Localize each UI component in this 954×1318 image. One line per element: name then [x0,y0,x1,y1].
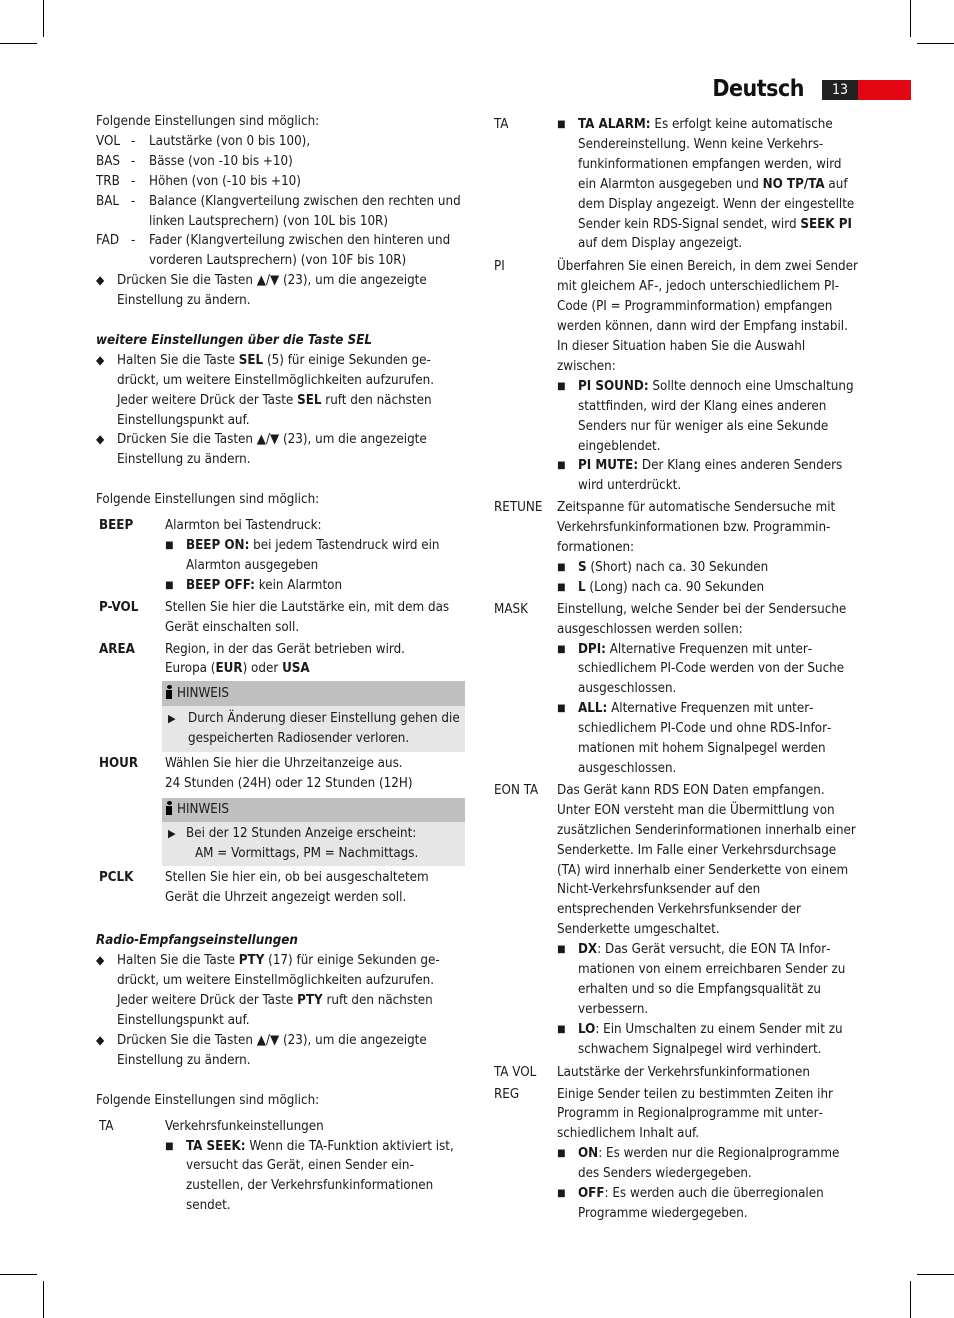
instruction-hold-sel: ◆ Halten Sie die Taste SEL (5) für einige Sekunden gedrückt, um weitere Einstellmöglichkeiten aufzurufen. Jeder weitere Drück der Taste SEL ruft den nächsten Einstellungspunkt auf. [96,351,466,431]
option-area: AREA Region, in der das Gerät betrieben wird. Europa (EUR) oder USA HINWEIS ▶ Durch Änderung dieser Einstellung gehen die gespeicherten Radiosender verloren. [96,640,466,753]
instruction-hold-pty: ◆ Halten Sie die Taste PTY (17) für einige Sekunden gedrückt, um weitere Einstellmöglichkeiten aufzurufen. Jeder weitere Drück der Taste PTY ruft den nächsten Einstellungspunkt auf. [96,951,466,1031]
crop-mark [43,0,44,37]
option-retune: RETUNE Zeitspanne für automatische Sendersuche mit Verkehrsfunkinformationen bzw. Programminformationen: ■ S (Short) nach ca. 30 Sekunden ■ L (Long) nach ca. 90 Sekunden [494,498,859,598]
info-icon [165,801,173,815]
square-bullet-icon: ■ [557,561,566,573]
page-number: 13 [822,80,858,100]
setting-fad: FAD - Fader (Klangverteilung zwischen den hinteren und vorderen Lautsprechern) (von 10F bis 10R) [96,233,451,269]
square-bullet-icon: ■ [557,643,566,655]
diamond-bullet-icon: ◆ [96,273,105,288]
option-ta-vol: TA VOL Lautstärke der Verkehrsfunkinformationen [494,1064,810,1080]
section-heading-sel: weitere Einstellungen über die Taste SEL [96,332,373,348]
square-bullet-icon: ■ [557,119,566,130]
crop-mark [910,1281,911,1318]
option-beep: BEEP Alarmton bei Tastendruck: ■ BEEP ON: bei jedem Tastendruck wird ein Alarmton ausgegeben ■ BEEP OFF: kein Alarmton [96,516,466,596]
arrow-right-icon: ▶ [168,826,176,840]
option-hour: HOUR Wählen Sie hier die Uhrzeitanzeige aus. 24 Stunden (24H) oder 12 Stunden (12H) HINWEIS ▶ Bei der 12 Stunden Anzeige erscheint: AM = Vormittags, PM = Nachmittags. [96,754,466,866]
diamond-bullet-icon: ◆ [96,432,105,447]
instruction-press-keys: ◆ Drücken Sie die Tasten ▲/▼ (23), um die angezeigte Einstellung zu ändern. [96,1031,466,1071]
note-box: HINWEIS ▶ Bei der 12 Stunden Anzeige erscheint: AM = Vormittags, PM = Nachmittags. [162,798,465,866]
diamond-bullet-icon: ◆ [96,352,105,367]
settings-intro: Folgende Einstellungen sind möglich: [96,1092,320,1108]
option-ta: TA Verkehrsfunkeinstellungen ■ TA SEEK: Wenn die TA-Funktion aktiviert ist, versucht das Gerät, einen Sender einzustellen, der Verkehrsfunkinformationen sendet. [96,1117,466,1217]
square-bullet-icon: ■ [165,1140,174,1152]
crop-mark [43,1281,44,1318]
setting-bal: BAL - Balance (Klangverteilung zwischen den rechten und linken Lautsprechern) (von 10L bis 10R) [96,193,461,229]
right-column [494,115,859,1224]
square-bullet-icon: ■ [557,1148,566,1160]
square-bullet-icon: ■ [557,944,566,956]
setting-bas: BAS - Bässe (von -10 bis +10) [96,153,293,169]
arrow-right-icon: ▶ [168,712,176,726]
note-box: HINWEIS ▶ Durch Änderung dieser Einstellung gehen die gespeicherten Radiosender verloren. [162,681,465,752]
instruction-press-keys: ◆ Drücken Sie die Tasten ▲/▼ (23), um die angezeigte Einstellung zu ändern. [96,271,466,311]
option-eon-ta: EON TA Das Gerät kann RDS EON Daten empfangen. Unter EON versteht man die Übermittlung von zusätzlichen Senderinformationen innerhalb einer Senderkette. Im Falle einer Verkehrsdurchsage (TA) wird innerhalb einer Senderkette von einem Nicht-Verkehrsfunksender auf den entsprechenden Verkehrsfunksender der Senderkette umgeschaltet. ■ DX: Das Gerät versucht, die EON TA Informationen von einem erreichbaren Sender zu erhalten und so die Empfangsqualität zu verbessern. ■ LO: Ein Umschalten zu einem Sender mit zu schwachem Signalpegel wird verhindert. [494,781,859,1060]
option-mask: MASK Einstellung, welche Sender bei der Sendersuche ausgeschlossen werden sollen: ■ DPI: Alternative Frequenzen mit unterschiedlichem PI-Code werden von der Suche ausgeschlossen. ■ ALL: Alternative Frequenzen mit unterschiedlichem PI-Code und ohne RDS-Informationen mit hohem Signalpegel werden ausgeschlossen. [494,600,859,779]
info-icon [165,685,173,699]
section-heading-radio: Radio-Empfangseinstellungen [96,933,298,949]
crop-mark [0,1274,37,1275]
page-language-title: Deutsch [712,76,804,102]
instruction-press-keys: ◆ Drücken Sie die Tasten ▲/▼ (23), um die angezeigte Einstellung zu ändern. [96,430,466,470]
setting-trb: TRB - Höhen (von (-10 bis +10) [96,173,301,189]
square-bullet-icon: ■ [557,380,566,392]
left-column [96,112,466,1216]
note-title: HINWEIS [177,801,229,817]
square-bullet-icon: ■ [165,579,174,591]
option-pclk: PCLK Stellen Sie hier ein, ob bei ausgeschaltetem Gerät die Uhrzeit angezeigt werden soll. [99,869,429,905]
square-bullet-icon: ■ [557,1023,566,1035]
square-bullet-icon: ■ [557,581,566,593]
note-title: HINWEIS [177,686,229,702]
settings-intro: Folgende Einstellungen sind möglich: [96,114,320,129]
crop-mark [917,43,954,44]
option-pvol: P-VOL Stellen Sie hier die Lautstärke ein, mit dem das Gerät einschalten soll. [99,599,450,635]
crop-mark [0,43,37,44]
crop-mark [910,0,911,37]
header-accent-bar [858,80,911,100]
square-bullet-icon: ■ [165,540,174,551]
setting-vol: VOL - Lautstärke (von 0 bis 100), [96,133,311,149]
diamond-bullet-icon: ◆ [96,1033,105,1048]
option-pi: PI Überfahren Sie einen Bereich, in dem zwei Sender mit gleichem AF-, jedoch unterschiedlichem PI-Code (PI = Programminformation) empfangen werden können, dann wird der Empfang instabil. In dieser Situation haben Sie die Auswahl zwischen: ■ PI SOUND: Sollte dennoch eine Umschaltung stattfinden, wird der Klang eines anderen Senders nur für weniger als eine Sekunde eingeblendet. ■ PI MUTE: Der Klang eines anderen Senders wird unterdrückt. [494,257,859,496]
square-bullet-icon: ■ [557,460,566,472]
square-bullet-icon: ■ [557,1188,566,1200]
crop-mark [917,1274,954,1275]
settings-intro: Folgende Einstellungen sind möglich: [96,492,320,508]
option-ta-alarm: TA ■ TA ALARM: Es erfolgt keine automatische Sendereinstellung. Wenn keine Verkehrsfunkinformationen empfangen werden, wird ein Alarmton ausgegeben und NO TP/TA auf dem Display angezeigt. Wenn der eingestellte Sender kein RDS-Signal sendet, wird SEEK PI auf dem Display angezeigt. [494,115,859,254]
diamond-bullet-icon: ◆ [96,953,105,968]
option-reg: REG Einige Sender teilen zu bestimmten Zeiten ihr Programm in Regionalprogramme mit unterschiedlichem Inhalt auf. ■ ON: Es werden nur die Regionalprogramme des Senders wiedergegeben. ■ OFF: Es werden auch die überregionalen Programme wiedergegeben. [494,1085,859,1224]
square-bullet-icon: ■ [557,703,566,715]
